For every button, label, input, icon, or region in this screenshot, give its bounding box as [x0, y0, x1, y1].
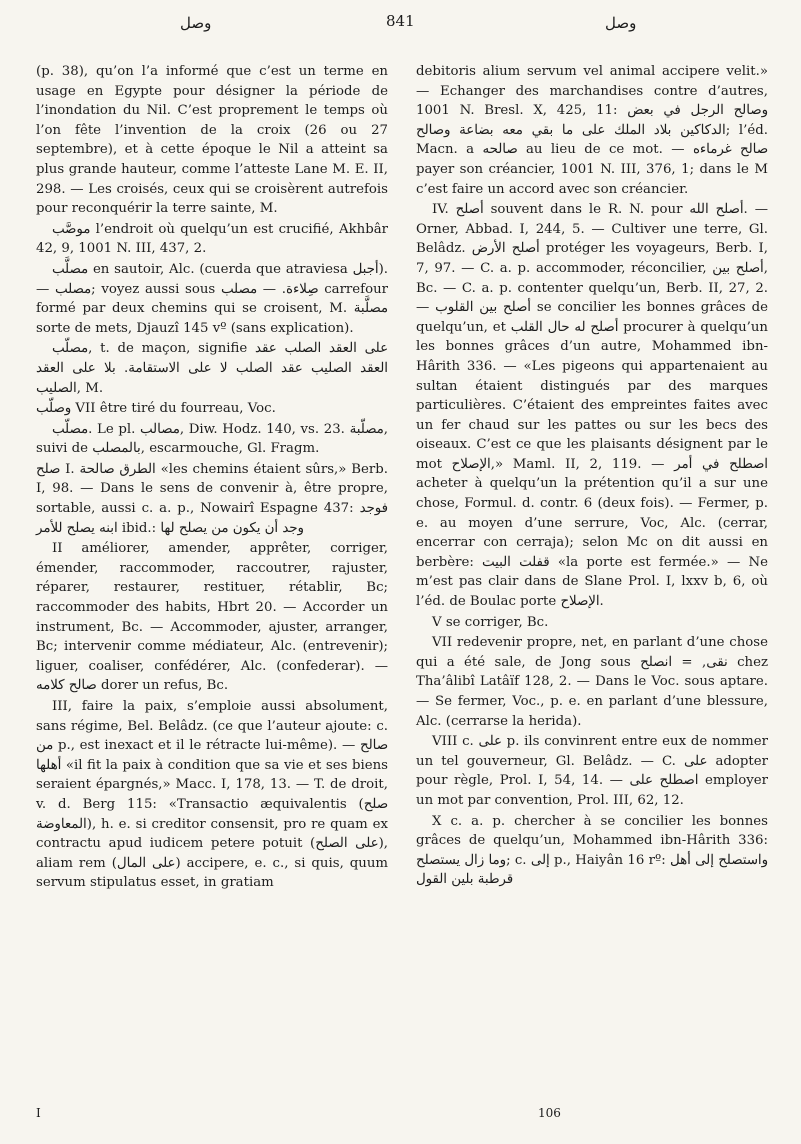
header-left-word: وصل	[180, 14, 212, 32]
entry-paragraph: IV. أصلح souvent dans le R. N. pour أصلح الله. — Orner, Abbad. I, 244, 5. — Cultiver une terre, Gl. Belâdz. أصلح الأرض protéger les voyageurs, Berb. I, 7, 97. — C. a. p. accommoder, réconcilier, أصلح بين, Bc. — C. a. p. contenter quelqu’un, Berb. II, 27, 2. — أصلح بين القلوب se concilier les bonnes grâces de quelqu’un, et أصلح له حال القلب procurer à quelqu’un les bonnes grâces d’un autre, Mohammed ibn-Hârith 336. — «Les pigeons qui appartenaient au sultan étaient distingués par des marques particulières. C’étaient des empreintes faites avec un fer chaud sur les pattes ou sur les becs des oiseaux. C’est ce que les plaisants désignent par le mot الإصلاح,» Maml. II, 2, 119. — اصطلح في أمر acheter à quelqu’un la prétention qu’il a sur une chose, Formul. d. contr. 6 (deux fois). — Fermer, p. e. au moyen d’une serrure, Voc, Alc. (cerrar, encerrar con cerraja); selon Mc on dit aussi en berbère: قفلت البيت «la porte est fermée.» — Ne m’est pas clair dans de Slane Prol. I, lxxv b, 6, où l’éd. de Boulac porte الإصلاح.	[416, 202, 768, 610]
entry-paragraph: مصلَّب en sautoir, Alc. (cuerda que atraviesa أجبل). — مصلب; voyez aussi sous صِلاءة. — مصلب carrefour formé par deux chemins qui se croisent, M. مصلَّبة sorte de mets, Djauzî 145 vº (sans explication).	[36, 261, 388, 336]
entry-paragraph: وصلّب VII être tiré du fourreau, Voc.	[36, 401, 276, 417]
entry-paragraph: (p. 38), qu’on l’a informé que c’est un terme en usage en Egypte pour désigner la période de l’inondation du Nil. C’est proprement le temps où l’on fête l’invention de la croix (26 ou 27 septembre), et à cette époque le Nil a atteint sa plus grande hauteur, comme l’atteste Lane M. E. II, 298. — Les croisés, ceux qui se croisèrent autrefois pour reconquérir la terre sainte, M.	[36, 64, 388, 217]
entry-paragraph: X c. a. p. chercher à se concilier les bonnes grâces de quelqu’un, Mohammed ibn-Hârith 336: وما زال يستصلح; c. إلى p., Haiyân 16 rº: واستصلح إلى أهل قرطبة بلين القول	[416, 813, 769, 888]
entry-paragraph: VII redevenir propre, net, en parlant d’une chose qui a été sale, de Jong sous نقى, = انصلح chez Tha’âlibî Latâïf 128, 2. — Dans le Voc. sous aptare. — Se fermer, Voc., p. e. en parlant d’une blessure, Alc. (cerrarse la herida).	[416, 635, 768, 729]
signature-mark: I	[36, 1106, 41, 1120]
header-right-word: وصل	[605, 14, 637, 32]
page-number: 841	[386, 12, 415, 30]
entry-paragraph: III, faire la paix, s’emploie aussi absolument, sans régime, Bel. Belâdz. (ce que l’auteur ajoute: c. من p., est inexact et il le rétracte lui-même). — صالح أهلها «il fit la paix à condition que sa vie et ses biens seraient épargnés,» Macc. I, 178, 13. — T. de droit, v. d. Berg 115: «Transactio æquivalentis (صلح المعاوضة), h. e. si creditor consensit, pro re quam ex contractu apud iudicem petere potuit (على الصلح), aliam rem (على المال) accipere, e. c., si quis, quum servum stipulatus esset, in gratiam	[36, 699, 389, 891]
entry-paragraph: debitoris alium servum vel animal accipere velit.» — Echanger des marchandises contre d’autres, 1001 N. Bresl. X, 425, 11: وصالح الرجل في بعض الدكاكين بلاد الملك على ما بقي معه بضاعة وصالح; l’éd. Macn. a صالحه au lieu de ce mot. — صالح غرماءه payer son créancier, 1001 N. III, 376, 1; dans le M c’est faire un accord avec son créancier.	[416, 64, 769, 197]
entry-paragraph: مصلّب. Le pl. مصالب, Diw. Hodz. 140, vs. 23. مصلّبة, suivi de بالمصلب, escarmouche, Gl. Fragm.	[36, 421, 388, 457]
entry-paragraph: صلح I. الطرق صالحة «les chemins étaient sûrs,» Berb. I, 98. — Dans le sens de convenir à, être propre, sortable, aussi c. a. p., Nowairî Espagne 437: فوجد ابنه يصلح للأمر ibid.: وجد أن يكون من يصلح لها	[36, 461, 388, 536]
entry-paragraph: مصلّب, t. de maçon, signifie على العقد الصلب عقد العقد الصليب عقد الصلب لا على الاستقامة. بلا على العقد الصليب, M.	[36, 341, 388, 396]
right-column	[416, 62, 768, 891]
entry-paragraph: II améliorer, amender, apprêter, corriger, émender, raccommoder, raccoutrer, rajuster, réparer, restaurer, restituer, rétablir, Bc; raccommoder des habits, Hbrt 20. — Accorder un instrument, Bc. — Accommoder, ajuster, arranger, Bc; intervenir comme médiateur, Alc. (entrevenir); liguer, coaliser, confédérer, Alc. (confederar). — صالح كلامه dorer un refus, Bc.	[36, 541, 388, 694]
left-column	[36, 62, 388, 894]
signature-number: 106	[538, 1106, 561, 1120]
entry-paragraph: VIII c. على p. ils convinrent entre eux de nommer un tel gouverneur, Gl. Belâdz. — C. على adopter pour règle, Prol. I, 54, 14. — اصطلح على employer un mot par convention, Prol. III, 62, 12.	[416, 734, 768, 808]
entry-paragraph: V se corriger, Bc.	[432, 614, 549, 630]
entry-paragraph: موصَّب l’endroit où quelqu’un est crucifié, Akhbâr 42, 9, 1001 N. III, 437, 2.	[36, 221, 388, 257]
